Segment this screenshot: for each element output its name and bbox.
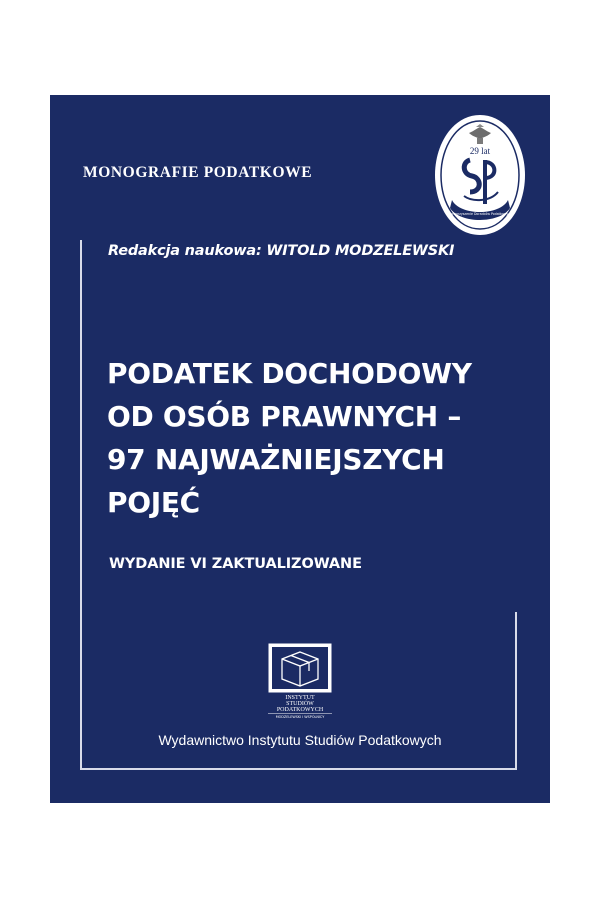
- editor-line: Redakcja naukowa: WITOLD MODZELEWSKI: [108, 243, 455, 259]
- title-line: PODATEK DOCHODOWY: [107, 357, 472, 390]
- publisher-name: Wydawnictwo Instytutu Studiów Podatkowych: [158, 732, 442, 748]
- title-line: 97 NAJWAŻNIEJSZYCH: [107, 443, 445, 476]
- frame-line-bottom: [80, 768, 517, 770]
- edition-label: WYDANIE VI ZAKTUALIZOWANE: [109, 556, 362, 572]
- badge-ring-text: Stowarzyszenie Doradców Podatkowych: [448, 212, 512, 216]
- title-line: OD OSÓB PRAWNYCH –: [107, 400, 462, 433]
- badge-years: 29 lat: [469, 146, 491, 156]
- publisher-logo: [264, 643, 336, 719]
- title-line: POJĘĆ: [107, 486, 200, 519]
- frame-line-left: [80, 240, 82, 770]
- logo-sub: MODZELEWSKI I WSPÓLNICY: [275, 715, 325, 719]
- tax-advisors-badge: [432, 112, 528, 238]
- book-title: [107, 352, 527, 524]
- logo-line: STUDIÓW: [286, 701, 314, 707]
- logo-line: INSTYTUT: [285, 695, 315, 701]
- logo-line: PODATKOWYCH: [276, 707, 324, 713]
- series-title: MONOGRAFIE PODATKOWE: [83, 164, 313, 181]
